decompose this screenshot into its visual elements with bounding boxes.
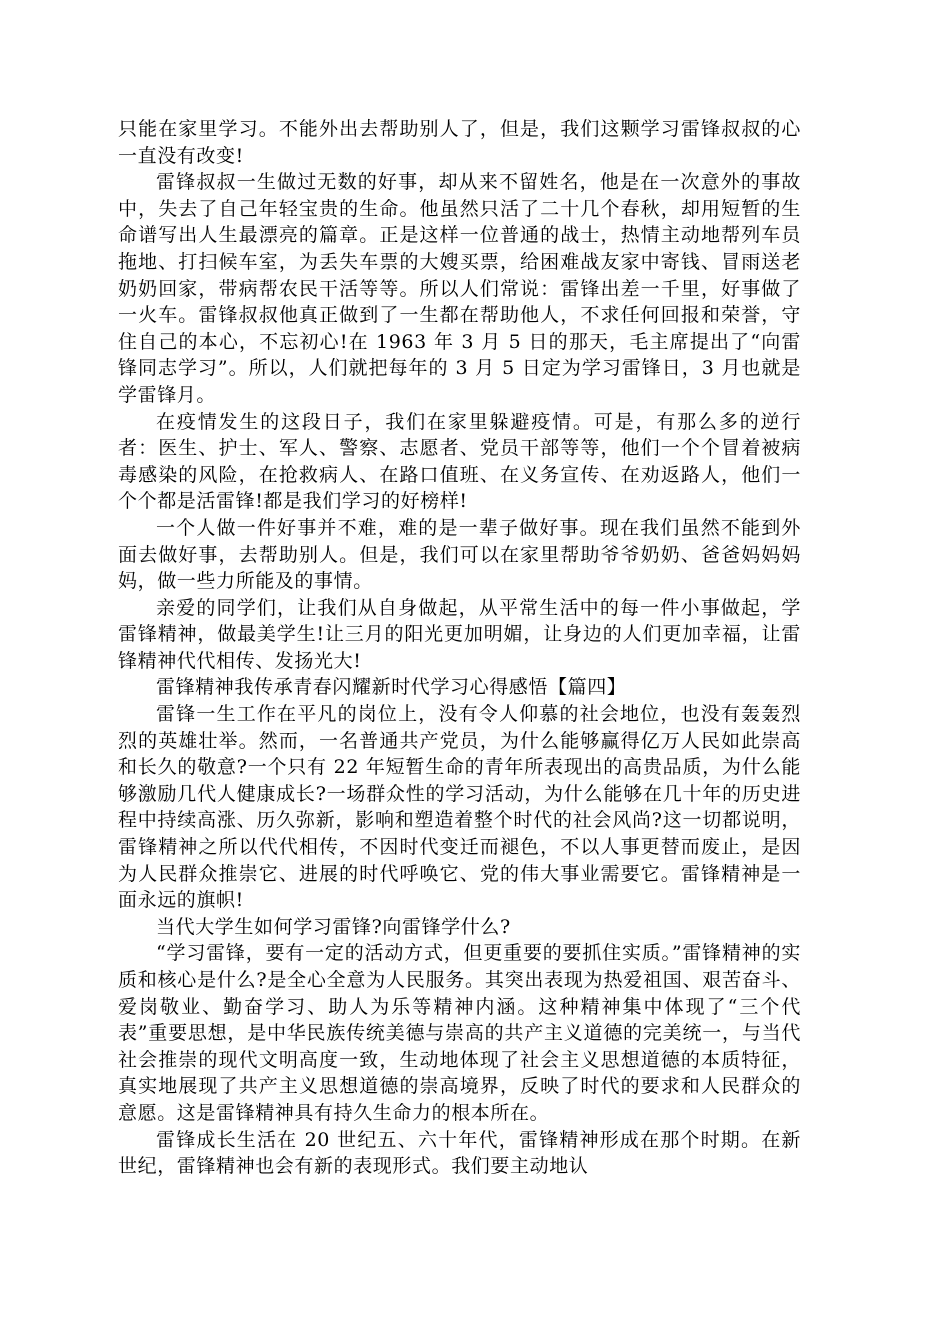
paragraph-ordinary-post: 雷锋一生工作在平凡的岗位上，没有令人仰慕的社会地位，也没有轰轰烈烈的英雄壮举。然而，一名普通共产党员，为什么能够赢得亿万人民如此崇高和长久的敬意?一个只有 22 年短暂生命的青年所表现出的高贵品质，为什么能够激励几代人健康成长?一场群众性的学习活动，为什么能够在几十年的历史进程中持续高涨、历久弥新，影响和塑造着整个时代的社会风尚?这一切都说明，雷锋精神之所以代代相传，不因时代变迁而褪色，不以人事更替而废止，是因为人民群众推崇它、进展的时代呼唤它、党的伟大事业需要它。雷锋精神是一面永远的旗帜! — [118, 703, 801, 912]
paragraph-call-to-action: 亲爱的同学们，让我们从自身做起，从平常生活中的每一件小事做起，学雷锋精神，做最美学生!让三月的阳光更加明媚，让身边的人们更加幸福，让雷锋精神代代相传、发扬光大! — [118, 596, 801, 672]
paragraph-epidemic: 在疫情发生的这段日子，我们在家里躲避疫情。可是，有那么多的逆行者：医生、护士、军人、警察、志愿者、党员干部等等，他们一个个冒着被病毒感染的风险，在抢救病人、在路口值班、在义务宣传、在劝返路人，他们一个个都是活雷锋!都是我们学习的好榜样! — [118, 410, 801, 513]
paragraph-new-century: 雷锋成长生活在 20 世纪五、六十年代，雷锋精神形成在那个时期。在新世纪，雷锋精神也会有新的表现形式。我们要主动地认 — [118, 1128, 801, 1178]
paragraph-essence: “学习雷锋，要有一定的活动方式，但更重要的要抓住实质。”雷锋精神的实质和核心是什么?是全心全意为人民服务。其突出表现为热爱祖国、艰苦奋斗、爱岗敬业、勤奋学习、助人为乐等精神内涵。这种精神集中体现了“三个代表”重要思想，是中华民族传统美德与崇高的共产主义道德的完美统一，与当代社会推崇的现代文明高度一致，生动地体现了社会主义思想道德的本质特征，真实地展现了共产主义思想道德的崇高境界，反映了时代的要求和人民群众的意愿。这是雷锋精神具有持久生命力的根本所在。 — [118, 942, 801, 1124]
subheading-question: 当代大学生如何学习雷锋?向雷锋学什么? — [156, 915, 511, 938]
paragraph-lifelong-good: 一个人做一件好事并不难，难的是一辈子做好事。现在我们虽然不能到外面去做好事，去帮助别人。但是，我们可以在家里帮助爷爷奶奶、爸爸妈妈妈妈，做一些力所能及的事情。 — [118, 516, 801, 593]
paragraph-lei-feng-good-deeds: 雷锋叔叔一生做过无数的好事，却从来不留姓名，他是在一次意外的事故中，失去了自己年轻宝贵的生命。他虽然只活了二十几个春秋，却用短暂的生命谱写出人生最漂亮的篇章。正是这样一位普通的战士，热情主动地帮列车员拖地、打扫候车室，为丢失车票的大嫂买票，给困难战友家中寄钱、冒雨送老奶奶回家，带病帮农民干活等等。所以人们常说：雷锋出差一千里，好事做了一火车。雷锋叔叔他真正做到了一生都在帮助他人，不求任何回报和荣誉，守住自己的本心，不忘初心!在 1963 年 3 月 5 日的那天，毛主席提出了“向雷锋同志学习”。所以，人们就把每年的 3 月 5 日定为学习雷锋日，3 月也就是学雷锋月。 — [118, 171, 801, 406]
section-heading: 雷锋精神我传承青春闪耀新时代学习心得感悟【篇四】 — [156, 676, 627, 699]
paragraph-continuation: 只能在家里学习。不能外出去帮助别人了，但是，我们这颗学习雷锋叔叔的心一直没有改变! — [118, 118, 801, 167]
document-body — [118, 116, 801, 1180]
